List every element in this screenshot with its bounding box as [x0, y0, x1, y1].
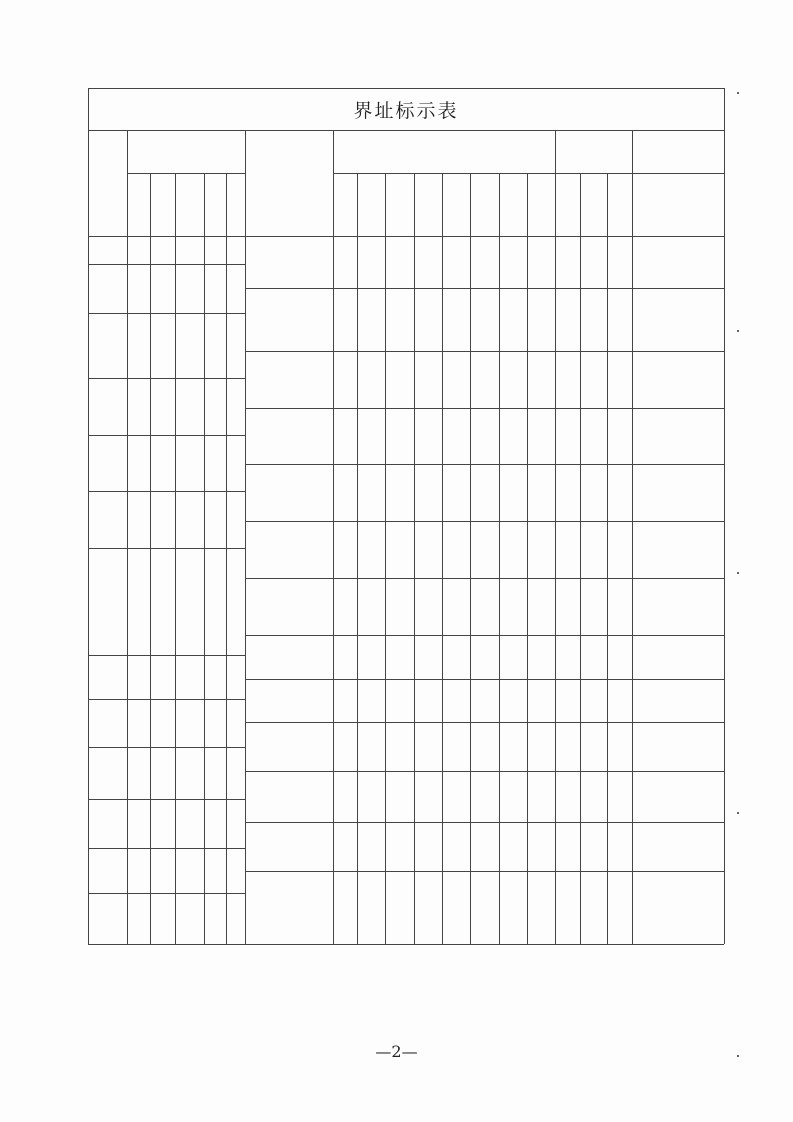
- segment-row-line: [245, 679, 724, 680]
- margin-dot: [737, 92, 739, 94]
- header-spacing: [255, 133, 323, 171]
- grid-line: [127, 130, 128, 944]
- point-row-line: [88, 893, 245, 894]
- margin-dot: [737, 572, 739, 574]
- header-bottom-line: [88, 236, 724, 237]
- header-marker-type: [127, 130, 245, 173]
- point-row-line: [88, 264, 245, 265]
- grid-line: [175, 173, 176, 944]
- segment-row-line: [245, 351, 724, 352]
- point-row-line: [88, 655, 245, 656]
- table-border-bottom: [88, 944, 724, 945]
- grid-line: [226, 173, 227, 944]
- header-line-position: [555, 130, 632, 173]
- point-row-line: [88, 548, 245, 549]
- header-subdivider: [127, 173, 245, 174]
- margin-dot: [737, 330, 739, 332]
- segment-row-line: [245, 771, 724, 772]
- margin-dot: [737, 812, 739, 814]
- grid-line: [204, 173, 205, 944]
- header-subdivider: [333, 173, 724, 174]
- table-border-top: [88, 88, 724, 89]
- point-row-line: [88, 491, 245, 492]
- segment-row-line: [245, 408, 724, 409]
- point-row-line: [88, 313, 245, 314]
- point-row-line: [88, 699, 245, 700]
- segment-row-line: [245, 871, 724, 872]
- header-note: [632, 130, 724, 173]
- grid-line: [150, 173, 151, 944]
- table-title: 界址标示表: [353, 99, 459, 122]
- point-row-line: [88, 747, 245, 748]
- point-row-line: [88, 435, 245, 436]
- segment-row-line: [245, 464, 724, 465]
- segment-row-line: [245, 521, 724, 522]
- table-border-left: [88, 88, 89, 944]
- segment-row-line: [245, 635, 724, 636]
- point-row-line: [88, 848, 245, 849]
- header-line-type: [333, 130, 555, 173]
- segment-row-line: [245, 578, 724, 579]
- point-row-line: [88, 799, 245, 800]
- segment-row-line: [245, 822, 724, 823]
- page-number: —2—: [375, 1042, 418, 1061]
- point-row-line: [88, 378, 245, 379]
- segment-row-line: [245, 722, 724, 723]
- table-border-right: [724, 88, 725, 944]
- segment-row-line: [245, 288, 724, 289]
